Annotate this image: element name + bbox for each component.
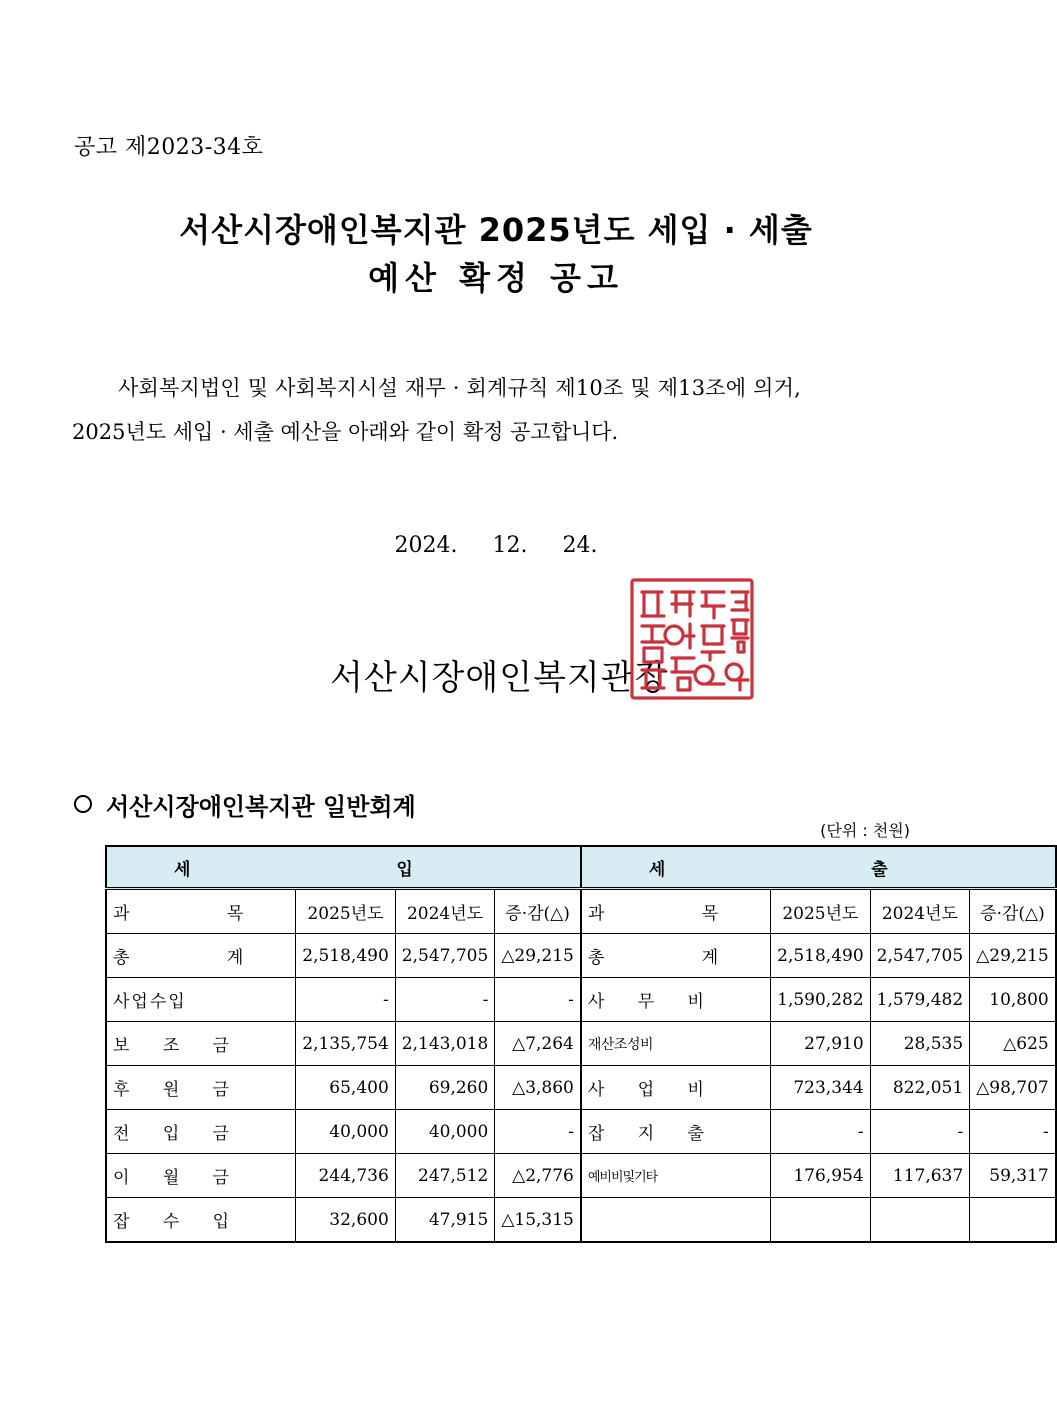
revenue-header: 세 입 xyxy=(106,846,581,889)
expense-change: 10,800 xyxy=(970,978,1056,1022)
expense-2025: 27,910 xyxy=(771,1022,871,1066)
table-row xyxy=(106,1066,1056,1110)
revenue-change: - xyxy=(495,978,581,1022)
col-header-revenue-item: 과 목 xyxy=(106,889,296,934)
expense-2024: 822,051 xyxy=(870,1066,970,1110)
col-header-expense-item: 과 목 xyxy=(581,889,771,934)
expense-2025 xyxy=(771,1198,871,1243)
notice-number: 공고 제2023-34호 xyxy=(74,135,264,160)
table-row xyxy=(106,978,1056,1022)
expense-change: △625 xyxy=(970,1022,1056,1066)
title-line-2: 예산 확정 공고 xyxy=(368,259,624,297)
expense-item: 사 무 비 xyxy=(581,978,771,1022)
revenue-2025: 244,736 xyxy=(296,1154,396,1198)
expense-item: 예비비및기타 xyxy=(581,1154,771,1198)
expense-2025: 2,518,490 xyxy=(771,934,871,978)
revenue-2024: 69,260 xyxy=(395,1066,495,1110)
revenue-2025: - xyxy=(296,978,396,1022)
group-header-row xyxy=(106,846,1056,889)
body-paragraph-2: 2025년도 세입 · 세출 예산을 아래와 같이 확정 공고합니다. xyxy=(72,420,619,444)
revenue-change: △3,860 xyxy=(495,1066,581,1110)
revenue-item: 이 월 금 xyxy=(106,1154,296,1198)
revenue-2024: - xyxy=(395,978,495,1022)
title-line-1: 서산시장애인복지관 2025년도 세입 · 세출 xyxy=(179,211,813,249)
body-paragraph-1: 사회복지법인 및 사회복지시설 재무 · 회계규칙 제10조 및 제13조에 의거, xyxy=(118,376,801,400)
col-header-revenue-2025: 2025년도 xyxy=(296,889,396,934)
expense-2025: 1,590,282 xyxy=(771,978,871,1022)
revenue-2025: 65,400 xyxy=(296,1066,396,1110)
expense-2024: - xyxy=(870,1110,970,1154)
expense-change: △29,215 xyxy=(970,934,1056,978)
revenue-change: △7,264 xyxy=(495,1022,581,1066)
revenue-item: 총 계 xyxy=(106,934,296,978)
table-row xyxy=(106,1022,1056,1066)
expense-2024 xyxy=(870,1198,970,1243)
revenue-2024: 40,000 xyxy=(395,1110,495,1154)
revenue-2025: 32,600 xyxy=(296,1198,396,1243)
revenue-item: 보 조 금 xyxy=(106,1022,296,1066)
revenue-2025: 2,135,754 xyxy=(296,1022,396,1066)
expense-item: 총 계 xyxy=(581,934,771,978)
col-header-expense-2025: 2025년도 xyxy=(771,889,871,934)
revenue-item: 전 입 금 xyxy=(106,1110,296,1154)
budget-table xyxy=(105,845,1057,1243)
expense-item xyxy=(581,1198,771,1243)
table-row xyxy=(106,1110,1056,1154)
section-title xyxy=(74,787,416,822)
official-seal-icon xyxy=(628,576,756,702)
col-header-revenue-change: 증·감(△) xyxy=(495,889,581,934)
expense-item: 잡 지 출 xyxy=(581,1110,771,1154)
body-text xyxy=(72,366,922,454)
expense-2025: 723,344 xyxy=(771,1066,871,1110)
col-header-expense-2024: 2024년도 xyxy=(870,889,970,934)
expense-change xyxy=(970,1198,1056,1243)
revenue-2024: 247,512 xyxy=(395,1154,495,1198)
revenue-change: △2,776 xyxy=(495,1154,581,1198)
revenue-2025: 40,000 xyxy=(296,1110,396,1154)
revenue-item: 잡 수 입 xyxy=(106,1198,296,1243)
expense-change: △98,707 xyxy=(970,1066,1056,1110)
expense-2024: 1,579,482 xyxy=(870,978,970,1022)
revenue-item: 사업수입 xyxy=(106,978,296,1022)
expense-2024: 117,637 xyxy=(870,1154,970,1198)
column-header-row xyxy=(106,889,1056,934)
expense-item: 사 업 비 xyxy=(581,1066,771,1110)
expense-2025: - xyxy=(771,1110,871,1154)
table-row xyxy=(106,1154,1056,1198)
table-row xyxy=(106,934,1056,978)
col-header-revenue-2024: 2024년도 xyxy=(395,889,495,934)
expenditure-header: 세 출 xyxy=(581,846,1056,889)
expense-item: 재산조성비 xyxy=(581,1022,771,1066)
signer-name: 서산시장애인복지관장 xyxy=(330,658,669,698)
revenue-change: - xyxy=(495,1110,581,1154)
revenue-2024: 47,915 xyxy=(395,1198,495,1243)
expense-2025: 176,954 xyxy=(771,1154,871,1198)
expense-change: 59,317 xyxy=(970,1154,1056,1198)
table-row xyxy=(106,1198,1056,1243)
expense-change: - xyxy=(970,1110,1056,1154)
revenue-change: △29,215 xyxy=(495,934,581,978)
expense-2024: 28,535 xyxy=(870,1022,970,1066)
expense-2024: 2,547,705 xyxy=(870,934,970,978)
revenue-2025: 2,518,490 xyxy=(296,934,396,978)
unit-note: (단위 : 천원) xyxy=(820,821,910,840)
revenue-item: 후 원 금 xyxy=(106,1066,296,1110)
section-title-text: 서산시장애인복지관 일반회계 xyxy=(106,793,416,821)
col-header-expense-change: 증·감(△) xyxy=(970,889,1056,934)
revenue-2024: 2,547,705 xyxy=(395,934,495,978)
revenue-change: △15,315 xyxy=(495,1198,581,1243)
notice-date: 2024. 12. 24. xyxy=(394,533,598,558)
circle-bullet-icon xyxy=(74,795,92,813)
revenue-2024: 2,143,018 xyxy=(395,1022,495,1066)
